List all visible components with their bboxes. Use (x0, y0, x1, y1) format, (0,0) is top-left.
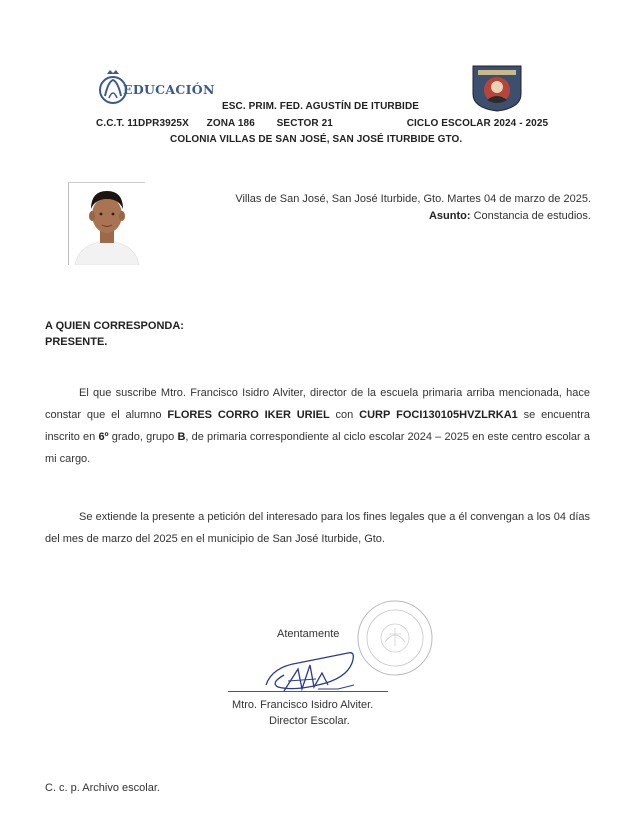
zona: ZONA 186 (206, 118, 255, 129)
p1-text-a: El que suscribe Mtro. Francisco Isidro Alviter, director de la escuela primaria arriba mencionada, hace constar que el alumno (45, 387, 590, 421)
p1-text-b: con (329, 409, 360, 421)
asunto-line (429, 210, 591, 222)
salutation-line-2: PRESENTE. (45, 336, 108, 348)
student-photo (68, 182, 145, 265)
body-paragraph-1 (45, 382, 590, 470)
salutation (45, 318, 184, 350)
cct-code: C.C.T. 11DPR3925X (96, 118, 189, 129)
closing-atentamente: Atentamente (277, 628, 340, 640)
p1-text-c: se encuentra inscrito en (45, 409, 590, 443)
salutation-line-1: A QUIEN CORRESPONDA: (45, 320, 184, 332)
group: B (177, 431, 186, 443)
handwritten-signature (258, 645, 378, 705)
signature-icon (258, 645, 378, 705)
ccp-archive-note: C. c. p. Archivo escolar. (45, 782, 160, 794)
place-date: Villas de San José, San José Iturbide, Gto. Martes 04 de marzo de 2025. (235, 193, 591, 205)
school-codes-line (96, 118, 548, 129)
signer-name: Mtro. Francisco Isidro Alviter. (232, 699, 374, 711)
school-address: COLONIA VILLAS DE SAN JOSÉ, SAN JOSÉ ITURBIDE GTO. (170, 134, 463, 145)
ciclo-escolar: CICLO ESCOLAR 2024 - 2025 (406, 118, 549, 129)
curp-label: CURP (359, 409, 391, 421)
p1-text-e: , de primaria correspondiente al ciclo escolar 2024 – 2025 en este centro escolar a mi cargo. (45, 431, 590, 465)
asunto-value: Constancia de estudios. (473, 210, 591, 222)
student-portrait-icon (69, 183, 145, 265)
educacion-logo (98, 68, 218, 108)
p2-text: Se extiende la presente a petición del interesado para los fines legales que a él convengan a los 04 días del mes de marzo del 2025 en el municipio de San José Iturbide, Gto. (45, 511, 590, 545)
curp-value: FOCI130105HVZLRKA1 (396, 409, 518, 421)
school-crest-icon (470, 64, 524, 112)
school-crest (470, 64, 524, 112)
signature-line (228, 691, 388, 692)
educacion-logo-text: EDUCACIÓN (123, 82, 215, 97)
school-name: ESC. PRIM. FED. AGUSTÍN DE ITURBIDE (222, 101, 420, 112)
sector: SECTOR 21 (276, 118, 333, 129)
student-name: FLORES CORRO IKER URIEL (167, 409, 330, 421)
signer-role: Director Escolar. (269, 715, 350, 727)
grade: 6º (98, 431, 109, 443)
asunto-label: Asunto: (428, 210, 471, 222)
body-paragraph-2 (45, 506, 590, 550)
p1-text-d: grado, grupo (108, 431, 178, 443)
